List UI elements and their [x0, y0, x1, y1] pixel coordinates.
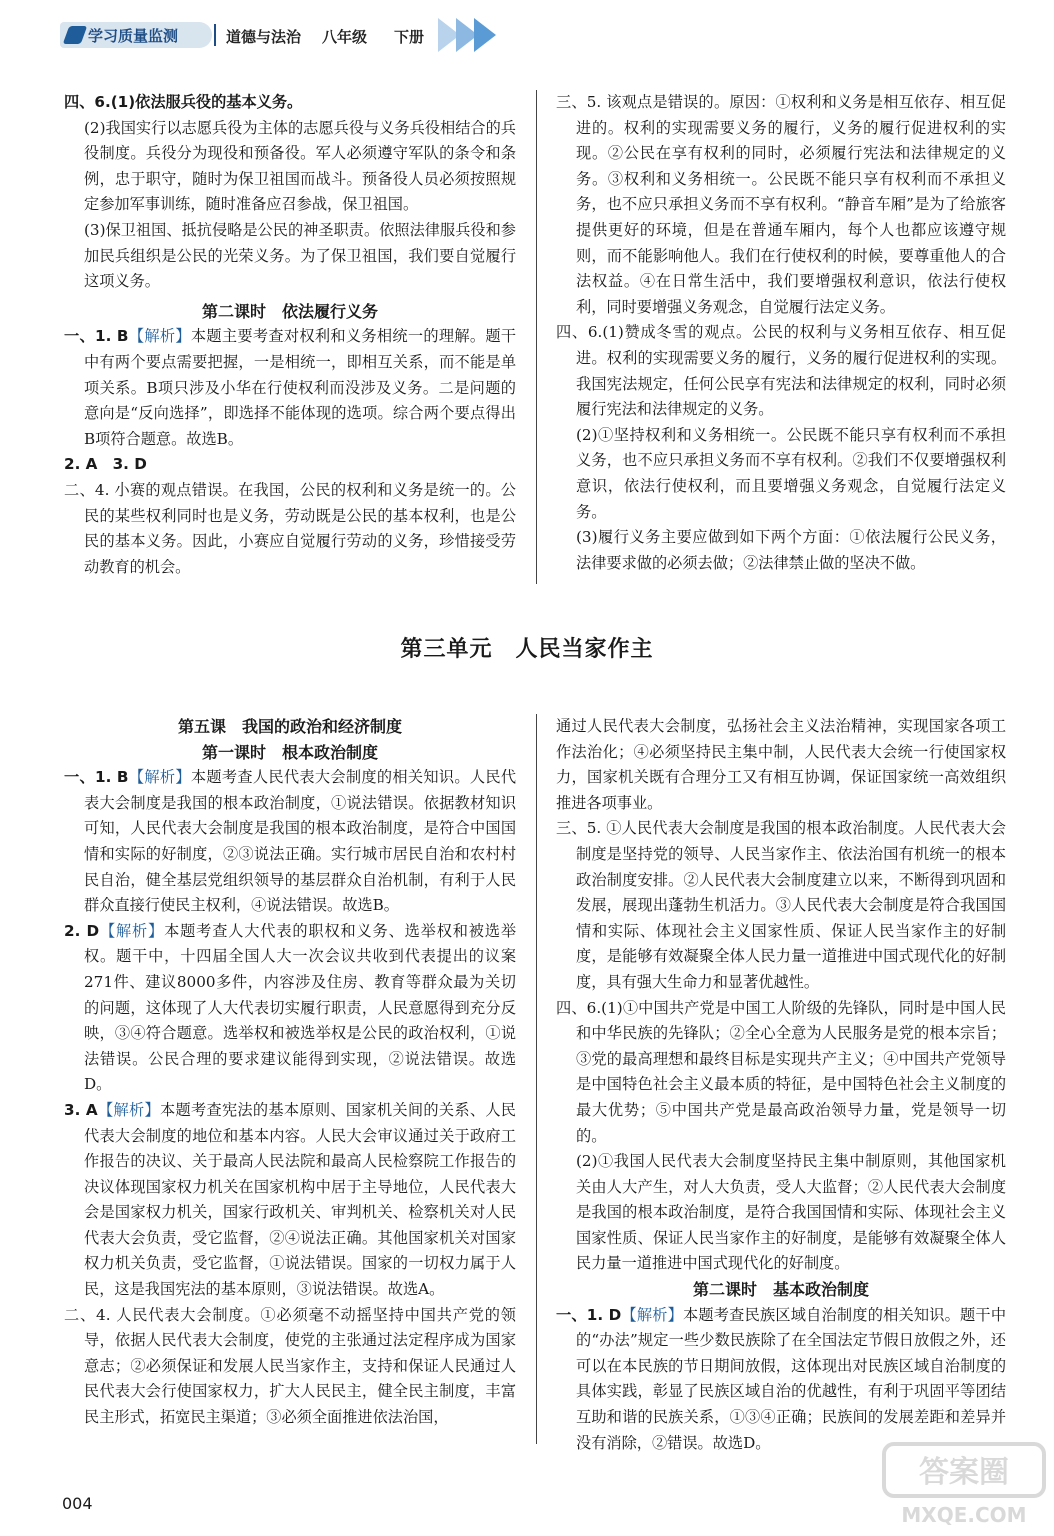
- watermark-text: MXQE.COM: [901, 1503, 1027, 1527]
- analysis-tag: 【解析】: [99, 921, 165, 940]
- question-number: 3. A: [64, 1100, 98, 1119]
- question-number: 一、1. D: [556, 1305, 622, 1324]
- header-divider: [214, 24, 216, 46]
- brand-title: 学习质量监测: [88, 27, 179, 45]
- answer-q6-1: 四、6.(1)赞成冬雪的观点。公民的权利与义务相互依存、相互促进。权利的实现需要义务的履行，义务的履行促进权利的实现。我国宪法规定，任何公民享有宪法和法律规定的权利，同时必须履行宪法和法律规定的义务。: [556, 323, 1006, 419]
- analysis-tag: 【解析】: [97, 1100, 160, 1119]
- answer-q4: 二、4. 小赛的观点错误。在我国，公民的权利和义务是统一的。公民的某些权利同时也是义务，劳动既是公民的基本权利，也是公民的基本义务。因此，小赛应自觉履行劳动的义务，珍惜接受劳动教育的机会。: [64, 480, 516, 576]
- answer-q5: 三、5. 该观点是错误的。原因：①权利和义务是相互依存、相互促进的。权利的实现需要义务的履行，义务的履行促进权利的实现。②公民在享有权利的同时，必须履行宪法和法律规定的义务。③权利和义务相统一。公民既不能只享有权利而不承担义务，也不应只承担义务而不享有权利。“静音车厢”是为了给旅客提供更好的环境，但是在普通车厢内，每个人也都应该遵守规则，而不能影响他人。我们在行使权利的时候，要尊重他人的合法权益。④在日常生活中，我们要增强权利意识，依法行使权利，同时要增强义务观念，自觉履行法定义务。: [556, 93, 1006, 316]
- analysis-text: 本题考查宪法的基本原则、国家机关间的关系、人民代表大会制度的地位和基本内容。人民大会审议通过关于政府工作报告的决议、关于最高人民法院和最高人民检察院工作报告的决议体现国家权力机关在国家机构中居于主导地位，人民代表大会是国家权力机关，国家行政机关、审判机关、检察机关对人民代表大会负责，受它监督，②④说法正确。其他国家机关对国家权力机关负责，受它监督，①说法错误。国家的一切权力属于人民，这是我国宪法的基本原则，③说法错误。故选A。: [84, 1100, 516, 1299]
- top-right-column: [556, 90, 1006, 576]
- answer-q1: [64, 324, 516, 452]
- unit-title: 第三单元 人民当家作主: [400, 637, 654, 662]
- question-number: 一、1. B: [64, 327, 129, 346]
- header-volume: 下册: [394, 28, 425, 46]
- answer-q1: [64, 765, 516, 919]
- column-divider: [536, 714, 537, 1444]
- answer-q2-q3: 2. A 3. D: [64, 455, 147, 474]
- question-number: 一、1. B: [64, 768, 129, 787]
- answer-q4-continued: 通过人民代表大会制度，弘扬社会主义法治精神，实现国家各项工作法治化；④必须坚持民主集中制，人民代表大会统一行使国家权力，国家机关既有合理分工又有相互协调，保证国家统一高效组织推进各项事业。: [556, 717, 1006, 812]
- header-grade: 八年级: [322, 28, 368, 46]
- page-number: 004: [62, 1494, 93, 1513]
- answer-q2: [64, 919, 516, 1098]
- analysis-text: 本题考查人民代表大会制度的相关知识。人民代表大会制度是我国的根本政治制度，①说法错误。依据教材知识可知，人民代表大会制度是我国的根本政治制度，是符合中国国情和实际的好制度，②③说法正确。实行城市居民自治和农村村民自治，健全基层党组织领导的基层群众自治机制，有利于人民群众直接行使民主权利，④说法错误。故选B。: [84, 768, 517, 915]
- answer-q6-2: (2)①坚持权利和义务相统一。公民既不能只享有权利而不承担义务，也不应只承担义务而不享有权利。②我们不仅要增强权利意识，依法行使权利，而且要增强义务观念，自觉履行法定义务。: [576, 425, 1006, 521]
- bottom-right-column: [556, 714, 1006, 1456]
- answer-q6-2: (2)我国实行以志愿兵役为主体的志愿兵役与义务兵役相结合的兵役制度。兵役分为现役和预备役。军人必须遵守军队的条令和条例，忠于职守，随时为保卫祖国而战斗。预备役人员必须按照规定参加军事训练，随时准备应召参战，保卫祖国。: [84, 118, 516, 214]
- answer-q6-1: 四、6.(1)依法服兵役的基本义务。: [64, 93, 303, 111]
- answer-q3: [64, 1098, 516, 1303]
- svg-text:答案圈: 答案圈: [919, 1455, 1009, 1490]
- analysis-tag: 【解析】: [128, 327, 191, 346]
- answer-q6-3: (3)履行义务主要应做到如下两个方面：①依法履行公民义务，法律要求做的必须去做；②法律禁止做的坚决不做。: [576, 528, 1006, 572]
- section-title: 第一课时 根本政治制度: [201, 742, 378, 762]
- analysis-text: 本题考查民族区域自治制度的相关知识。题干中的“办法”规定一些少数民族除了在全国法定节假日放假之外，还可以在本民族的节日期间放假，这体现出对民族区域自治制度的具体实践，彰显了民族区域自治的优越性，有利于巩固平等团结互助和谐的民族关系，①③④正确；民族间的发展差距和差异并没有消除，②错误。故选D。: [576, 1305, 1007, 1452]
- question-number: 2. D: [64, 921, 100, 940]
- analysis-text: 本题考查人大代表的职权和义务、选举权和被选举权。题干中，十四届全国人大一次会议共收到代表提出的议案271件、建议8000多件，内容涉及住房、教育等群众最为关切的问题，这体现了人大代表切实履行职责，人民意愿得到充分反映，③④符合题意。选举权和被选举权是公民的政治权利，①说法错误。公民合理的要求建议能得到实现，②说法错误。故选D。: [84, 921, 517, 1094]
- answer-q5: 三、5. ①人民代表大会制度是我国的根本政治制度。人民代表大会制度是坚持党的领导、人民当家作主、依法治国有机统一的根本政治制度安排。②人民代表大会制度建立以来，不断得到巩固和发展，展现出蓬勃生机活力。③人民代表大会制度是符合我国国情和实际、体现社会主义国家性质、保证人民当家作主的好制度，是能够有效凝聚全体人民力量一道推进中国式现代化的好制度，具有强大生命力和显著优越性。: [556, 819, 1006, 991]
- watermark-logo: [880, 1438, 1048, 1530]
- analysis-tag: 【解析】: [128, 768, 191, 787]
- bottom-left-column: [64, 714, 516, 1431]
- brand-badge: [60, 22, 212, 48]
- lesson-title: 第五课 我国的政治和经济制度: [177, 717, 402, 736]
- page-header: [60, 14, 500, 54]
- answer-q6-1: 四、6.(1)①中国共产党是中国工人阶级的先锋队，同时是中国人民和中华民族的先锋队；②全心全意为人民服务是党的根本宗旨；③党的最高理想和最终目标是实现共产主义；④中国共产党领导是中国特色社会主义最本质的特征，是中国特色社会主义制度的最大优势；⑤中国共产党是最高政治领导力量，党是领导一切的。: [556, 998, 1006, 1145]
- analysis-tag: 【解析】: [621, 1305, 683, 1324]
- brand-pen-icon: [63, 26, 88, 44]
- answer-q1: [556, 1303, 1006, 1457]
- analysis-text: 本题主要考查对权利和义务相统一的理解。题干中有两个要点需要把握，一是相统一，即相互关系，而不能是单项关系。B项只涉及小华在行使权利而没涉及义务。二是问题的意向是“反向选择”，即选择不能体现的选项。综合两个要点得出B项符合题意。故选B。: [84, 327, 517, 448]
- answer-q6-3: (3)保卫祖国、抵抗侵略是公民的神圣职责。依照法律服兵役和参加民兵组织是公民的光荣义务。为了保卫祖国，我们要自觉履行这项义务。: [84, 220, 516, 291]
- section-title: 第二课时 依法履行义务: [201, 301, 378, 321]
- column-divider: [536, 90, 537, 584]
- answer-q4: 二、4. 人民代表大会制度。①必须毫不动摇坚持中国共产党的领导，依据人民代表大会制度，使党的主张通过法定程序成为国家意志；②必须保证和发展人民当家作主，支持和保证人民通过人民代表大会行使国家权力，扩大人民民主，健全民主制度，丰富民主形式，拓宽民主渠道；③必须全面推进依法治国，: [64, 1305, 516, 1427]
- section-title: 第二课时 基本政治制度: [692, 1280, 869, 1300]
- chevron-icon: [474, 18, 496, 52]
- header-subject: 道德与法治: [226, 28, 302, 46]
- top-left-column: [64, 90, 516, 580]
- answer-q6-2: (2)①我国人民代表大会制度坚持民主集中制原则，其他国家机关由人大产生，对人大负责，受人大监督；②人民代表大会制度是我国的根本政治制度，是符合我国国情和实际、体现社会主义国家性质、保证人民当家作主的好制度，是能够有效凝聚全体人民力量一道推进中国式现代化的好制度。: [576, 1152, 1006, 1273]
